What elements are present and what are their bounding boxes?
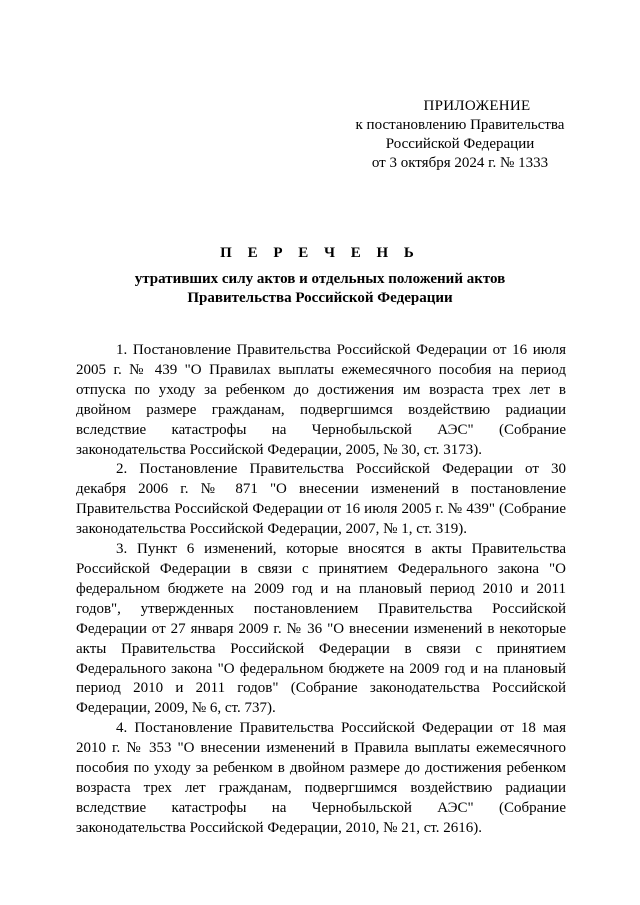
list-of-acts: [76, 341, 566, 839]
subtitle-line-1: утративших силу актов и отдельных положений актов: [134, 271, 506, 287]
list-item-3: 3. Пункт 6 изменений, которые вносятся в акты Правительства Российской Федерации в связи с принятием Федерального закона "О федеральном бюджете на 2009 год и на плановый период 2010 и 2011 годов", утвержденных постановлением Правительства Российской Федерации от 27 января 2009 г. № 36 "О внесении изменений в некоторые акты Правительства Российской Федерации в связи с принятием Федерального закона "О федеральном бюджете на 2009 год и на плановый период 2010 и 2011 годов" (Собрание законодательства Российской Федерации, 2009, № 6, ст. 737).: [76, 541, 566, 717]
document-subtitle: [60, 270, 580, 308]
appendix-line-federation: Российской Федерации: [385, 136, 535, 152]
subtitle-line-2: Правительства Российской Федерации: [187, 290, 453, 306]
document-title: П Е Р Е Ч Е Н Ь: [220, 245, 420, 261]
appendix-heading: ПРИЛОЖЕНИЕ: [423, 98, 531, 114]
appendix-block: [340, 97, 580, 173]
list-item-1: 1. Постановление Правительства Российской Федерации от 16 июля 2005 г. № 439 "О Правилах выплаты ежемесячного пособия на период отпуска по уходу за ребенком до достижения им возраста трех лет в двойном размере гражданам, подвергшимся воздействию радиации вследствие катастрофы на Чернобыльской АЭС" (Собрание законодательства Российской Федерации, 2005, № 30, ст. 3173).: [76, 342, 566, 458]
list-item-2: 2. Постановление Правительства Российской Федерации от 30 декабря 2006 г. № 871 "О внесении изменений в постановление Правительства Российской Федерации от 16 июля 2005 г. № 439" (Собрание законодательства Российской Федерации, 2007, № 1, ст. 319).: [76, 461, 566, 538]
appendix-line-date-number: от 3 октября 2024 г. № 1333: [371, 155, 549, 171]
list-item-4: 4. Постановление Правительства Российской Федерации от 18 мая 2010 г. № 353 "О внесении изменений в Правила выплаты ежемесячного пособия по уходу за ребенком в двойном размере до достижения ребенком возраста трех лет гражданам, подвергшимся воздействию радиации вследствие катастрофы на Чернобыльской АЭС" (Собрание законодательства Российской Федерации, 2010, № 21, ст. 2616).: [76, 720, 566, 836]
appendix-line-resolution: к постановлению Правительства: [355, 117, 565, 133]
